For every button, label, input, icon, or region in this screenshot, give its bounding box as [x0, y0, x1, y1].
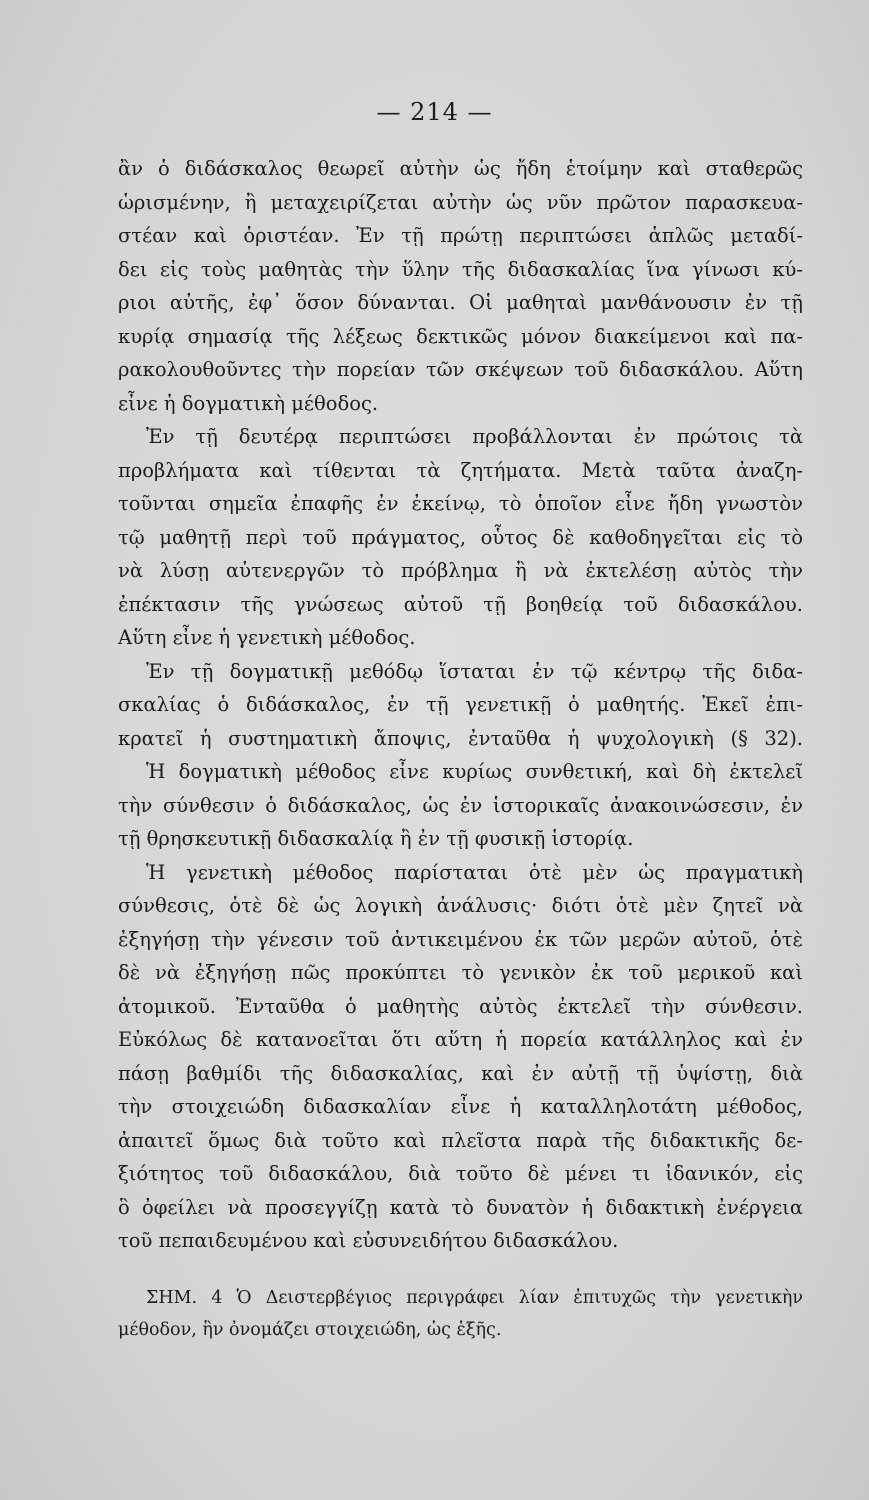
- text-line: ρακολουθοῦντες τὴν πορείαν τῶν σκέψεων τοῦ διδασκάλου. Αὕτη: [118, 358, 803, 381]
- footnote: [118, 1282, 803, 1346]
- text-line: ριοι αὐτῆς, ἐφ᾽ ὅσον δύνανται. Οἱ μαθηταὶ μανθάνουσιν ἐν τῇ: [118, 291, 803, 314]
- text-line: κυρίᾳ σημασίᾳ τῆς λέξεως δεκτικῶς μόνον διακείμενοι καὶ πα-: [118, 324, 803, 348]
- text-line: ξιότητος τοῦ διδασκάλου, διὰ τοῦτο δὲ μένει τι ἰδανικόν, εἰς: [118, 1162, 803, 1185]
- text-line: ὡρισμένην, ἢ μεταχειρίζεται αὐτὴν ὡς νῦν πρῶτον παρασκευα-: [118, 190, 803, 214]
- text-line: ὃ ὀφείλει νὰ προσεγγίζῃ κατὰ τὸ δυνατὸν ἡ διδακτικὴ ἐνέργεια: [118, 1195, 803, 1219]
- text-line: ἀτομικοῦ. Ἐνταῦθα ὁ μαθητὴς αὐτὸς ἐκτελεῖ τὴν σύνθεσιν.: [118, 994, 803, 1018]
- text-line: τῷ μαθητῇ περὶ τοῦ πράγματος, οὗτος δὲ καθοδηγεῖται εἰς τὸ: [118, 525, 803, 549]
- text-line: Ἡ δογματικὴ μέθοδος εἶνε κυρίως συνθετική, καὶ δὴ ἐκτελεῖ: [146, 760, 803, 783]
- text-line: νὰ λύσῃ αὐτενεργῶν τὸ πρόβλημα ἢ νὰ ἐκτελέσῃ αὐτὸς τὴν: [118, 559, 803, 582]
- text-line: ἐξηγήσῃ τὴν γένεσιν τοῦ ἀντικειμένου ἐκ τῶν μερῶν αὐτοῦ, ὁτὲ: [118, 927, 803, 951]
- text-line: εἶνε ἡ δογματικὴ μέθοδος.: [118, 391, 379, 415]
- text-line: πάσῃ βαθμίδι τῆς διδασκαλίας, καὶ ἐν αὐτῇ τῇ ὑψίστῃ, διὰ: [118, 1061, 803, 1085]
- text-line: προβλήματα καὶ τίθενται τὰ ζητήματα. Μετὰ ταῦτα ἀναζη-: [118, 458, 803, 482]
- text-line: σκαλίας ὁ διδάσκαλος, ἐν τῇ γενετικῇ ὁ μαθητής. Ἐκεῖ ἐπι-: [118, 693, 803, 716]
- text-line: ἂν ὁ διδάσκαλος θεωρεῖ αὐτὴν ὡς ἤδη ἑτοίμην καὶ σταθερῶς: [118, 157, 803, 180]
- text-line: τῇ θρησκευτικῇ διδασκαλίᾳ ἢ ἐν τῇ φυσικῇ ἱστορίᾳ.: [118, 827, 634, 850]
- text-line: τὴν σύνθεσιν ὁ διδάσκαλος, ὡς ἐν ἱστορικαῖς ἀνακοινώσεσιν, ἐν: [118, 793, 803, 817]
- text-line: Εὐκόλως δὲ κατανοεῖται ὅτι αὕτη ἡ πορεία κατάλληλος καὶ ἐν: [118, 1028, 803, 1051]
- note-line: μέθοδον, ἣν ὀνομάζει στοιχειώδη, ὡς ἑξῆς.: [118, 1320, 502, 1340]
- text-line: Αὕτη εἶνε ἡ γενετικὴ μέθοδος.: [118, 626, 416, 649]
- text-line: σύνθεσις, ὁτὲ δὲ ὡς λογικὴ ἀνάλυσις· διότι ὁτὲ μὲν ζητεῖ νὰ: [118, 894, 803, 917]
- text-line: δει εἰς τοὺς μαθητὰς τὴν ὕλην τῆς διδασκαλίας ἵνα γίνωσι κύ-: [118, 257, 803, 281]
- note-line: ΣΗΜ. 4 Ὁ Δειστερβέγιος περιγράφει λίαν ἐπιτυχῶς τὴν γενετικὴν: [146, 1288, 803, 1308]
- text-line: δὲ νὰ ἐξηγήσῃ πῶς προκύπτει τὸ γενικὸν ἐκ τοῦ μερικοῦ καὶ: [118, 961, 803, 984]
- text-line: τοῦνται σημεῖα ἐπαφῆς ἐν ἐκείνῳ, τὸ ὁποῖον εἶνε ἤδη γνωστὸν: [118, 492, 803, 515]
- text-line: τοῦ πεπαιδευμένου καὶ εὐσυνειδήτου διδασκάλου.: [118, 1229, 619, 1252]
- text-line: Ἡ γενετικὴ μέθοδος παρίσταται ὁτὲ μὲν ὡς πραγματικὴ: [146, 860, 803, 884]
- text-line: Ἐν τῇ δογματικῇ μεθόδῳ ἵσταται ἐν τῷ κέντρῳ τῆς διδα-: [146, 659, 803, 683]
- text-line: ἐπέκτασιν τῆς γνώσεως αὐτοῦ τῇ βοηθείᾳ τοῦ διδασκάλου.: [118, 592, 803, 616]
- text-line: στέαν καὶ ὁριστέαν. Ἐν τῇ πρώτῃ περιπτώσει ἁπλῶς μεταδί-: [118, 224, 803, 247]
- text-line: τὴν στοιχειώδη διδασκαλίαν εἶνε ἡ καταλληλοτάτη μέθοδος,: [118, 1095, 803, 1118]
- page-number: — 214 —: [376, 98, 493, 126]
- text-line: Ἐν τῇ δευτέρᾳ περιπτώσει προβάλλονται ἐν πρώτοις τὰ: [146, 425, 803, 448]
- text-line: ἀπαιτεῖ ὅμως διὰ τοῦτο καὶ πλεῖστα παρὰ τῆς διδακτικῆς δε-: [118, 1128, 803, 1152]
- body-text: [118, 152, 803, 1258]
- text-line: κρατεῖ ἡ συστηματικὴ ἄποψις, ἐνταῦθα ἡ ψυχολογικὴ (§ 32).: [118, 726, 803, 750]
